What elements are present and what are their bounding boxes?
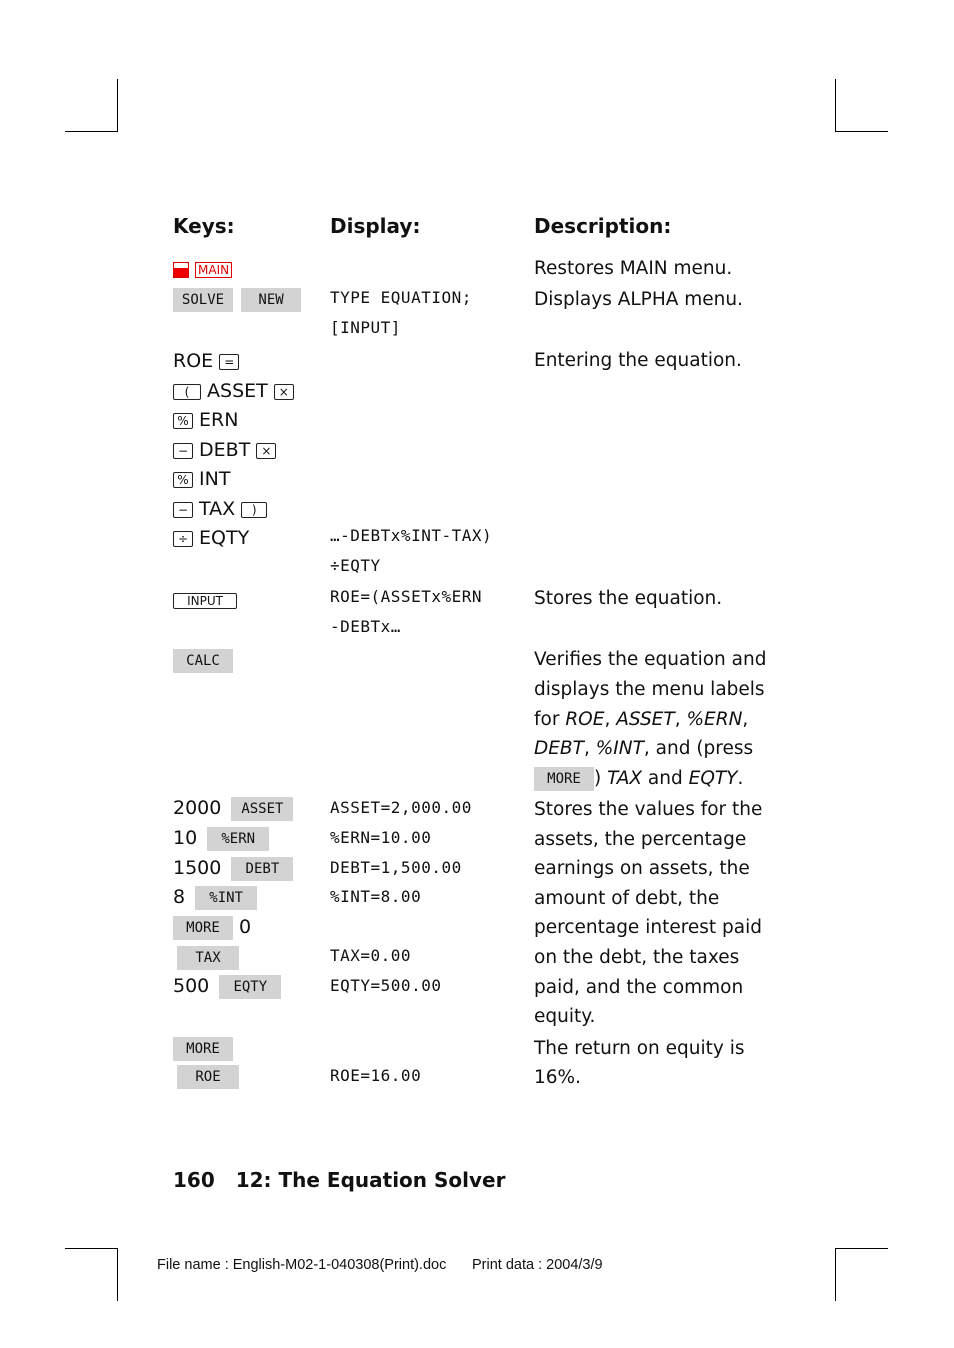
input-keys (173, 588, 237, 612)
page-footer (173, 1168, 505, 1192)
solve-display-1: TYPE EQUATION; (330, 288, 472, 307)
crop-mark (117, 1248, 118, 1301)
debt-store-keys (173, 856, 293, 881)
tax-value: 0 (239, 916, 252, 938)
store-description-6: on the debt, the taxes (534, 947, 740, 968)
debt-menu-key[interactable]: DEBT (231, 857, 293, 881)
input-key[interactable]: INPUT (173, 593, 237, 609)
roe-display: ROE=16.00 (330, 1066, 422, 1085)
crop-mark (65, 1248, 118, 1249)
percent-key[interactable]: % (173, 413, 193, 429)
eqty-display: EQTY=500.00 (330, 976, 442, 995)
solve-description: Displays ALPHA menu. (534, 289, 744, 310)
int-menu-key[interactable]: %INT (195, 886, 257, 910)
calc-description-4: DEBT, %INT, and (press (534, 738, 754, 759)
ern-menu-key[interactable]: %ERN (207, 827, 269, 851)
calc-description-3: for ROE, ASSET, %ERN, (534, 709, 749, 730)
multiply-key[interactable]: × (256, 443, 276, 459)
result-more-keys (173, 1036, 233, 1061)
store-description-1: Stores the values for the (534, 799, 763, 820)
print-date: Print data : 2004/3/9 (472, 1257, 603, 1273)
asset-keys (173, 379, 294, 403)
ern-store-keys (173, 826, 269, 851)
crop-mark (835, 1248, 888, 1249)
store-description-5: percentage interest paid (534, 917, 763, 938)
more-store-keys (173, 915, 251, 940)
eqty-menu-key[interactable]: EQTY (219, 975, 281, 999)
debt-display: DEBT=1,500.00 (330, 858, 462, 877)
tax-keys (173, 497, 267, 521)
more-menu-key[interactable]: MORE (173, 1037, 233, 1061)
main-keys (173, 257, 232, 281)
roe-text: ROE (173, 350, 214, 372)
equals-key[interactable]: = (219, 354, 239, 370)
more-menu-key[interactable]: MORE (534, 767, 594, 791)
int-value: 8 (173, 886, 186, 908)
eqty-value: 500 (173, 975, 210, 997)
ern-keys (173, 408, 238, 432)
divide-key[interactable]: ÷ (173, 531, 193, 547)
asset-store-keys (173, 796, 293, 821)
result-roe-keys (177, 1064, 239, 1089)
ern-display: %ERN=10.00 (330, 828, 432, 847)
open-paren-key[interactable]: ( (173, 384, 201, 400)
main-label: MAIN (195, 262, 232, 278)
calc-keys (173, 648, 233, 673)
display-header: Display: (330, 214, 421, 238)
int-store-keys (173, 885, 257, 910)
int-keys (173, 467, 230, 491)
file-name: File name : English-M02-1-040308(Print).doc (157, 1257, 447, 1273)
page-number: 160 (173, 1168, 215, 1192)
eqty-keys (173, 526, 249, 550)
ern-text: ERN (199, 409, 239, 431)
asset-display: ASSET=2,000.00 (330, 798, 472, 817)
asset-menu-key[interactable]: ASSET (231, 797, 293, 821)
tax-text: TAX (199, 498, 236, 520)
roe-keys (173, 349, 239, 373)
input-description: Stores the equation. (534, 588, 723, 609)
eqty-store-keys (173, 974, 281, 999)
result-description-2: 16%. (534, 1067, 581, 1088)
calc-menu-key[interactable]: CALC (173, 649, 233, 673)
multiply-key[interactable]: × (274, 384, 294, 400)
int-text: INT (199, 468, 231, 490)
calc-description-5: MORE ) TAX and EQTY. (534, 767, 743, 791)
tax-store-keys (177, 945, 239, 970)
more-menu-key[interactable]: MORE (173, 916, 233, 940)
solve-display-2: [INPUT] (330, 318, 401, 337)
store-description-3: earnings on assets, the (534, 858, 750, 879)
eqty-display-1: …-DEBTx%INT-TAX) (330, 526, 493, 545)
keys-header: Keys: (173, 214, 235, 238)
tax-display: TAX=0.00 (330, 946, 412, 965)
description-header: Description: (534, 214, 672, 238)
debt-text: DEBT (199, 439, 251, 461)
input-display-1: ROE=(ASSETx%ERN (330, 587, 482, 606)
solve-menu-key[interactable]: SOLVE (173, 288, 233, 312)
roe-description: Entering the equation. (534, 350, 742, 371)
minus-key[interactable]: − (173, 443, 193, 459)
tax-menu-key[interactable]: TAX (177, 946, 239, 970)
debt-keys (173, 438, 276, 462)
new-menu-key[interactable]: NEW (241, 288, 301, 312)
ern-value: 10 (173, 827, 198, 849)
calc-description-1: Verifies the equation and (534, 649, 767, 670)
close-paren-key[interactable]: ) (241, 502, 267, 518)
roe-menu-key[interactable]: ROE (177, 1065, 239, 1089)
result-description-1: The return on equity is (534, 1038, 745, 1059)
debt-value: 1500 (173, 857, 222, 879)
solve-keys (173, 287, 301, 312)
int-display: %INT=8.00 (330, 887, 422, 906)
crop-mark (65, 131, 118, 132)
eqty-display-2: ÷EQTY (330, 556, 381, 575)
crop-mark (117, 79, 118, 132)
percent-key[interactable]: % (173, 472, 193, 488)
asset-text: ASSET (207, 380, 268, 402)
store-description-4: amount of debt, the (534, 888, 720, 909)
calc-description-2: displays the menu labels (534, 679, 765, 700)
main-description: Restores MAIN menu. (534, 258, 733, 279)
crop-mark (835, 79, 836, 132)
crop-mark (835, 131, 888, 132)
eqty-text: EQTY (199, 527, 250, 549)
store-description-8: equity. (534, 1006, 596, 1027)
store-description-2: assets, the percentage (534, 829, 747, 850)
shift-key-icon[interactable] (173, 262, 189, 278)
crop-mark (835, 1248, 836, 1301)
chapter-title: 12: The Equation Solver (235, 1168, 506, 1192)
minus-key[interactable]: − (173, 502, 193, 518)
input-display-2: -DEBTx… (330, 617, 401, 636)
asset-value: 2000 (173, 797, 222, 819)
store-description-7: paid, and the common (534, 977, 744, 998)
